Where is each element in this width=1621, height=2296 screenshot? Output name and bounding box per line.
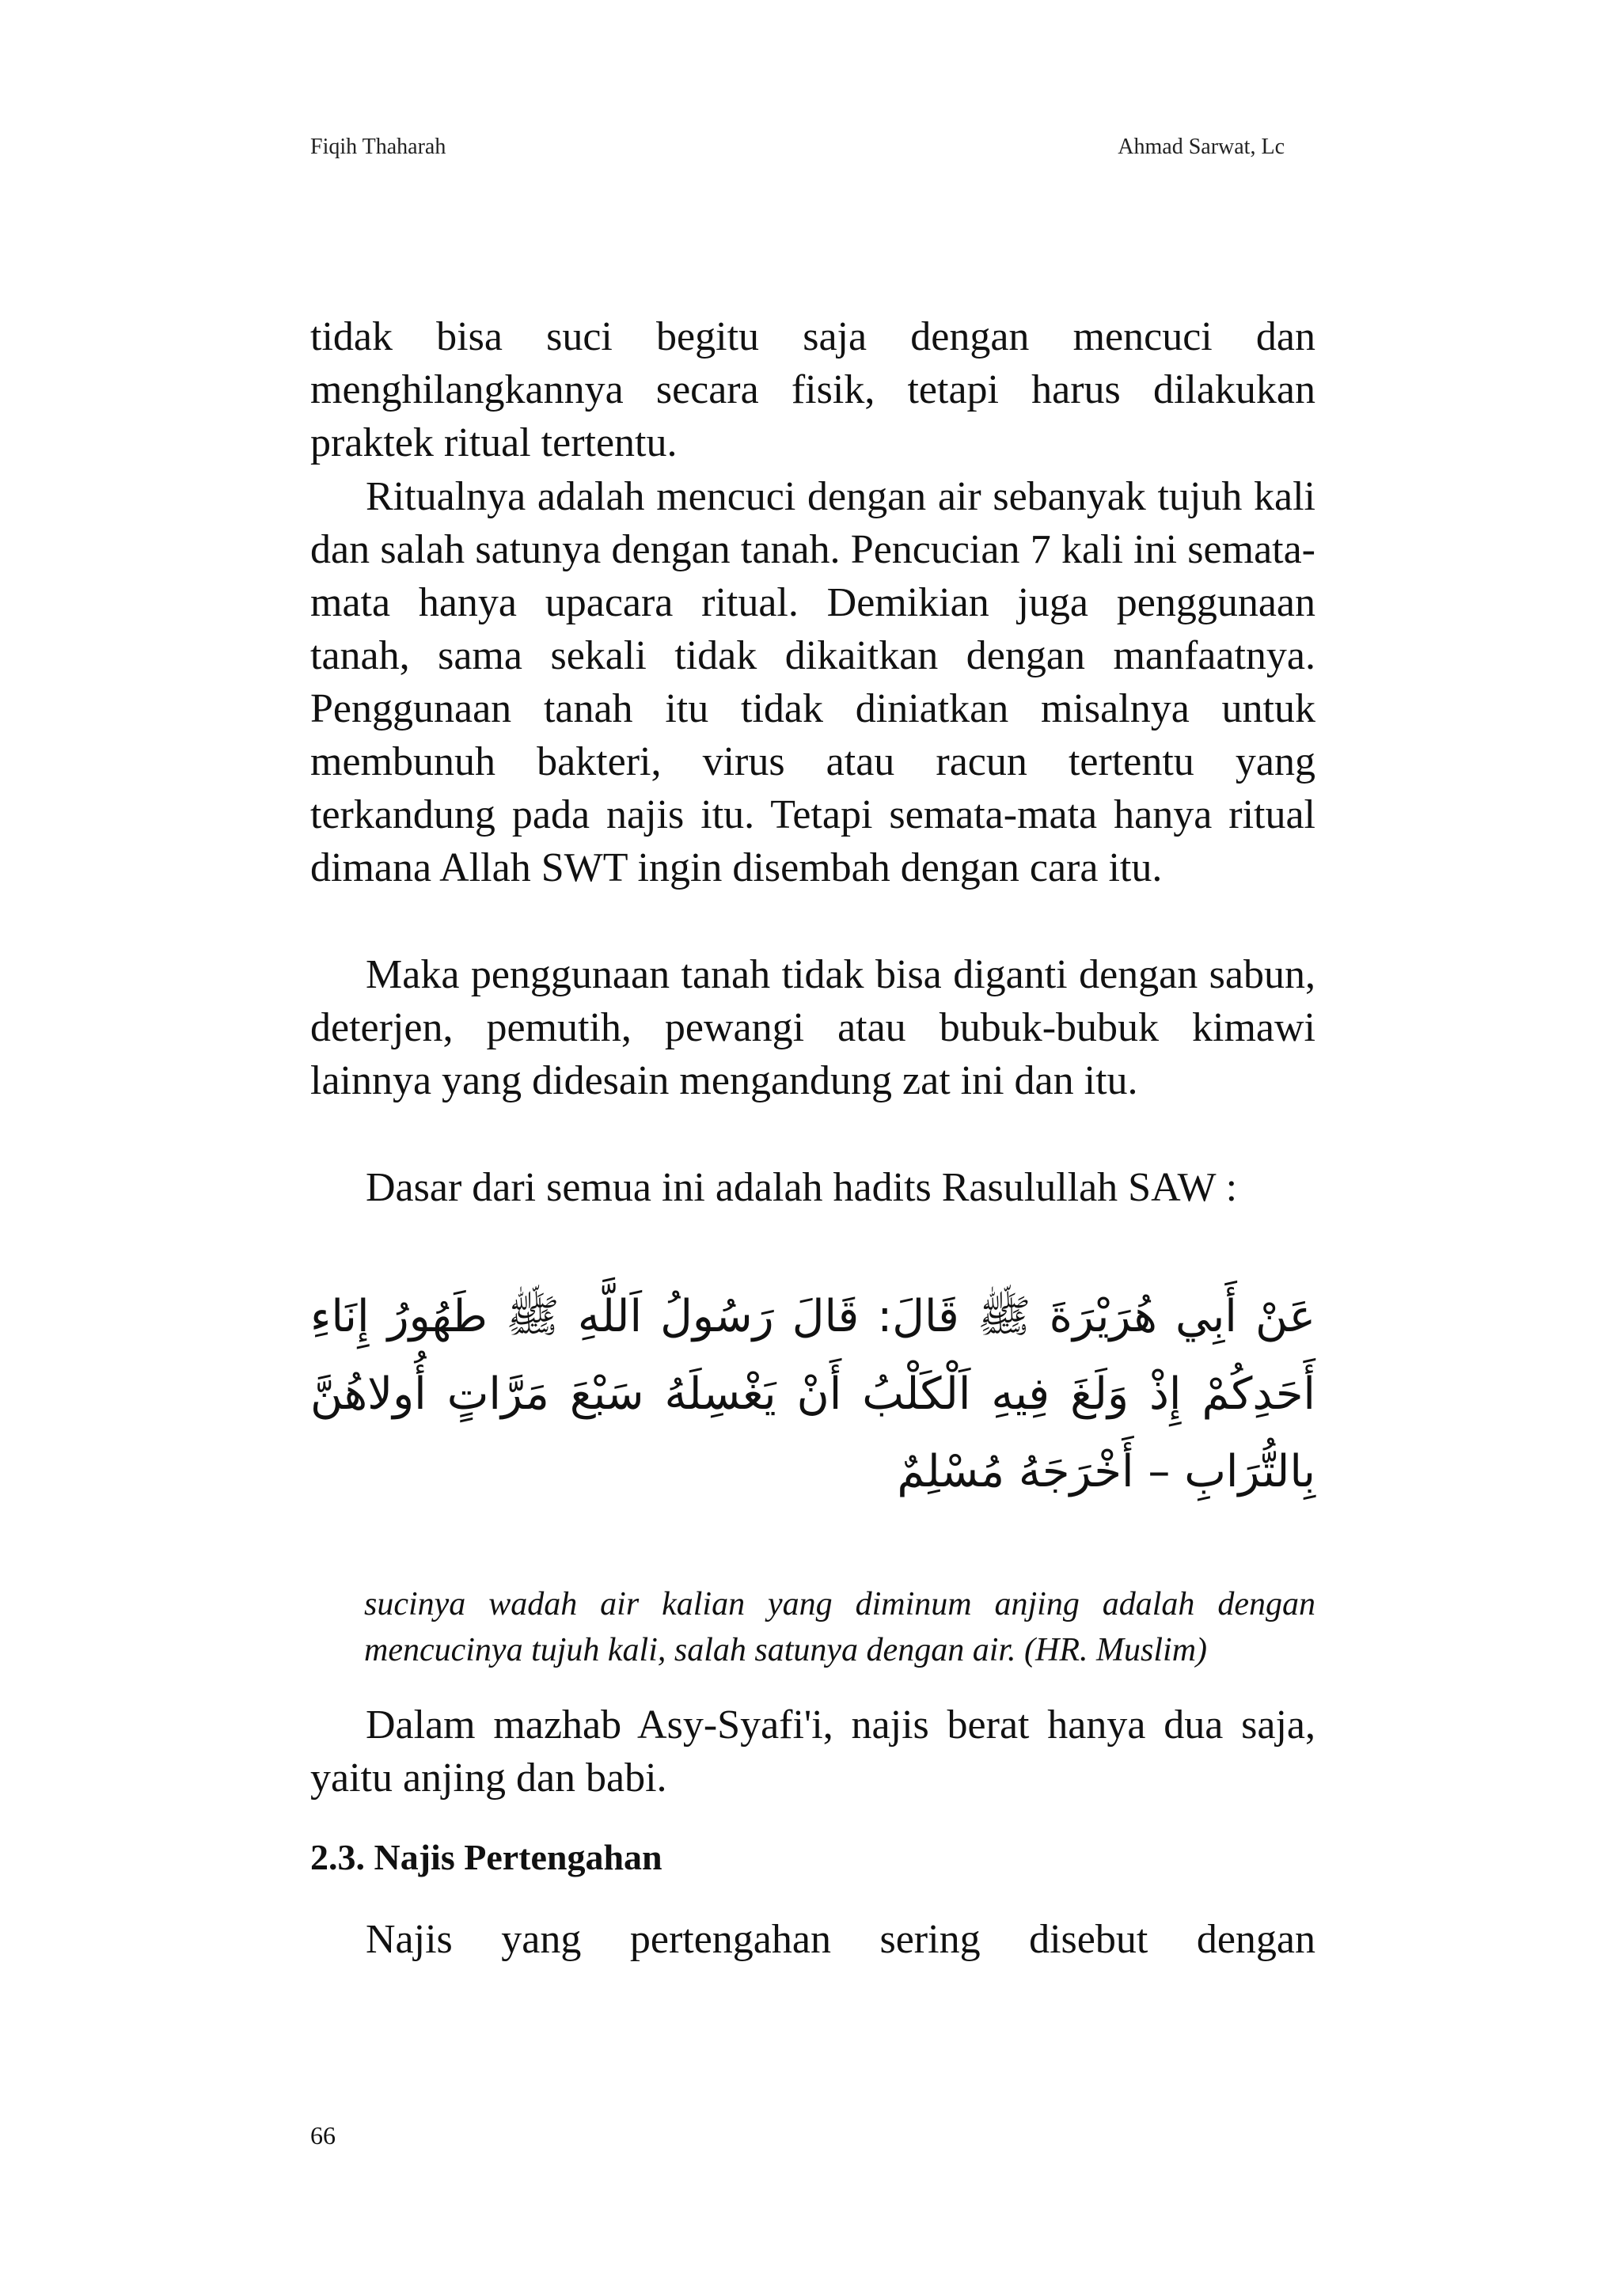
running-header-author: Ahmad Sarwat, Lc <box>1118 135 1285 159</box>
paragraph-section-start: Najis yang pertengahan sering disebut dengan <box>366 1917 1315 1962</box>
paragraph-continuation: tidak bisa suci begitu saja dengan mencuci dan menghilangkannya secara fisik, tetapi harus dilakukan praktek ritual tertentu. <box>310 314 1315 465</box>
paragraph-substitutes: Maka penggunaan tanah tidak bisa diganti dengan sabun, deterjen, pemutih, pewangi atau bubuk-bubuk kimawi lainnya yang didesain mengandung zat ini dan itu. <box>310 952 1315 1103</box>
page-number: 66 <box>310 2121 336 2150</box>
paragraph-syafii-opinion: Dalam mazhab Asy-Syafi'i, najis berat hanya dua saja, yaitu anjing dan babi. <box>310 1702 1315 1801</box>
section-heading: 2.3. Najis Pertengahan <box>310 1837 662 1877</box>
hadith-translation: sucinya wadah air kalian yang diminum anjing adalah dengan mencucinya tujuh kali, salah satunya dengan air. (HR. Muslim) <box>364 1586 1315 1668</box>
running-header-book-title: Fiqih Thaharah <box>310 135 446 159</box>
hadith-arabic-text: عَنْ أَبِي هُرَيْرَةَ ﷺ قَالَ: قَالَ رَسُولُ اَللَّهِ ﷺ طَهُورُ إِنَاءِ أَحَدِكُمْ إِذْ وَلَغَ فِيهِ اَلْكَلْبُ أَنْ يَغْسِلَهُ سَبْعَ مَرَّاتٍ أُولاهُنَّ بِالتُّرَابِ – أَخْرَجَهُ مُسْلِمٌ <box>310 1291 1315 1497</box>
paragraph-ritual: Ritualnya adalah mencuci dengan air sebanyak tujuh kali dan salah satunya dengan tanah. Pencucian 7 kali ini semata-mata hanya upacara ritual. Demikian juga penggunaan tanah, sama sekali tidak dikaitkan dengan manfaatnya. Penggunaan tanah itu tidak diniatkan misalnya untuk membunuh bakteri, virus atau racun tertentu yang terkandung pada najis itu. Tetapi semata-mata hanya ritual dimana Allah SWT ingin disembah dengan cara itu. <box>310 474 1315 890</box>
paragraph-hadith-intro: Dasar dari semua ini adalah hadits Rasulullah SAW : <box>366 1165 1238 1210</box>
